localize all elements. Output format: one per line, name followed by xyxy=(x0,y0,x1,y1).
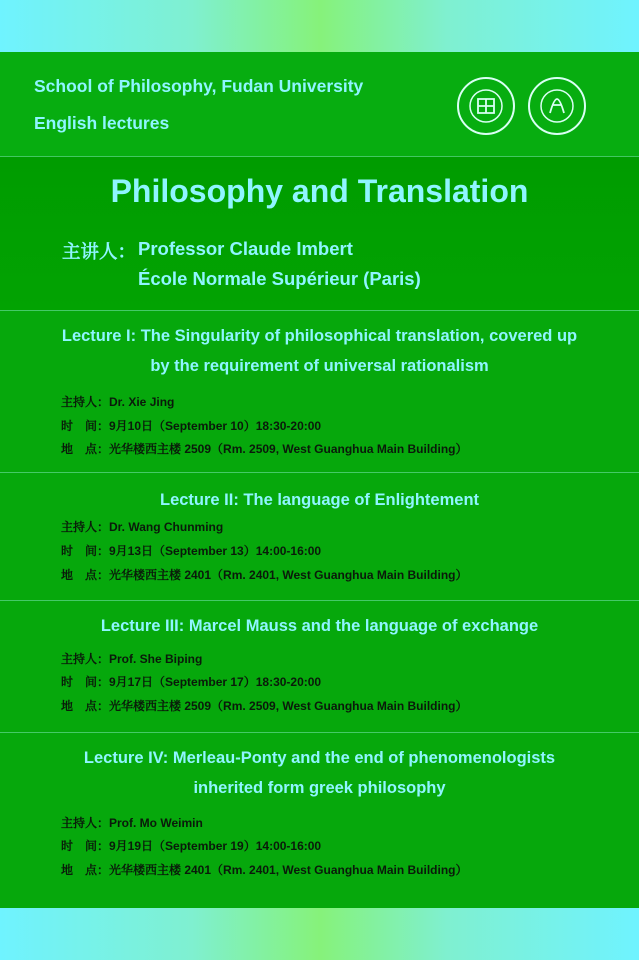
page-title: Philosophy and Translation xyxy=(110,173,529,209)
lecture-place: 地 点：光华楼西主楼 2401（Rm. 2401, West Guanghua Main Building） xyxy=(61,568,468,582)
lecture-title-line2: inherited form greek philosophy xyxy=(193,779,446,797)
lecture-2 xyxy=(0,472,639,600)
philosophy-school-logo xyxy=(528,77,586,135)
lecture-title-line2: by the requirement of universal rationalism xyxy=(150,357,489,375)
bottom-gradient-band xyxy=(0,908,639,960)
header xyxy=(0,52,639,156)
series-label: English lectures xyxy=(34,113,170,133)
lecture-title: Lecture III: Marcel Mauss and the language of exchange xyxy=(100,617,539,635)
lecture-title: Lecture I: The Singularity of philosophical translation, covered up xyxy=(61,327,578,345)
speaker-name: Professor Claude Imbert xyxy=(138,238,353,259)
lecture-place: 地 点：光华楼西主楼 2401（Rm. 2401, West Guanghua Main Building） xyxy=(61,863,468,877)
lecture-place: 地 点：光华楼西主楼 2509（Rm. 2509, West Guanghua Main Building） xyxy=(61,699,468,713)
lecture-time: 时 间：9月19日（September 19）14:00-16:00 xyxy=(61,839,322,853)
lecture-place: 地 点：光华楼西主楼 2509（Rm. 2509, West Guanghua Main Building） xyxy=(61,442,468,456)
lecture-host: 主持人：Prof. Mo Weimin xyxy=(61,816,203,830)
lecture-4 xyxy=(0,732,639,908)
title-section xyxy=(0,156,639,310)
school-name: School of Philosophy, Fudan University xyxy=(34,76,364,96)
lecture-title: Lecture II: The language of Enlightement xyxy=(159,491,480,509)
fudan-seal-icon xyxy=(459,79,513,133)
lecture-title: Lecture IV: Merleau-Ponty and the end of phenomenologists xyxy=(83,749,556,767)
lecture-host: 主持人：Dr. Xie Jing xyxy=(61,395,175,409)
lecture-time: 时 间：9月17日（September 17）18:30-20:00 xyxy=(61,675,322,689)
lecture-time: 时 间：9月10日（September 10）18:30-20:00 xyxy=(61,419,322,433)
lecture-host: 主持人：Prof. She Biping xyxy=(61,652,203,666)
lecture-time: 时 间：9月13日（September 13）14:00-16:00 xyxy=(61,544,322,558)
lecture-1 xyxy=(0,310,639,472)
top-gradient-band xyxy=(0,0,639,52)
philosophy-seal-icon xyxy=(530,79,584,133)
speaker-institution: École Normale Supérieur (Paris) xyxy=(138,268,421,289)
lecture-host: 主持人：Dr. Wang Chunming xyxy=(61,520,224,534)
fudan-university-logo xyxy=(457,77,515,135)
lecture-3 xyxy=(0,600,639,732)
speaker-label: 主讲人： xyxy=(62,241,137,262)
